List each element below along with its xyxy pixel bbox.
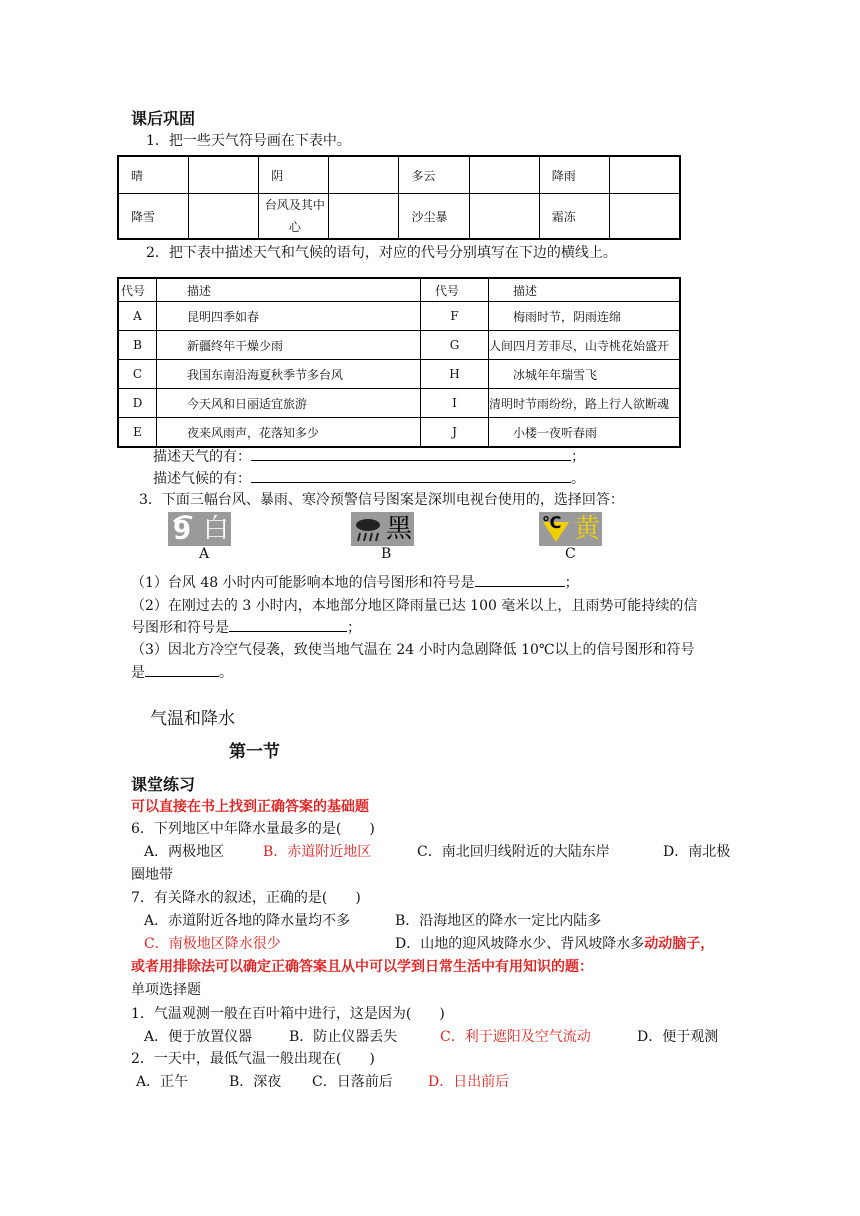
s2-option-d[interactable]: D．日出前后 bbox=[428, 1074, 510, 1090]
typhoon-icon bbox=[168, 512, 202, 546]
cold-icon bbox=[539, 512, 573, 546]
svg-text:9: 9 bbox=[173, 516, 192, 546]
question-7: 7．有关降水的叙述，正确的是( ) bbox=[131, 890, 361, 906]
punctuation: 。 bbox=[219, 665, 233, 681]
table-cell: C bbox=[118, 360, 157, 389]
fill-weather-line bbox=[153, 446, 585, 466]
table-cell[interactable] bbox=[189, 156, 259, 194]
sub-question-2: （2）在刚过去的 3 小时内，本地部分地区降雨量已达 100 毫米以上，且雨势可能持续的信 bbox=[131, 598, 698, 614]
table-cell: 夜来风雨声，花落知多少 bbox=[157, 418, 421, 448]
sub-question-text: 号图形和符号是 bbox=[131, 620, 229, 636]
s1-option-c[interactable]: C．利于遮阳及空气流动 bbox=[440, 1029, 591, 1045]
signal-c bbox=[539, 512, 603, 546]
rainstorm-icon bbox=[351, 512, 385, 546]
answer-blank[interactable] bbox=[475, 572, 565, 587]
punctuation: ； bbox=[564, 575, 579, 591]
chapter-title: 气温和降水 bbox=[150, 709, 235, 729]
table-cell: 霜冻 bbox=[539, 194, 609, 240]
table-cell: 新疆终年干燥少雨 bbox=[157, 331, 421, 360]
table-cell: I bbox=[421, 389, 489, 418]
punctuation: ； bbox=[347, 620, 361, 636]
sub-question-text: 是 bbox=[131, 665, 145, 681]
description-table bbox=[117, 277, 681, 448]
punctuation: ； bbox=[571, 449, 585, 465]
fill-climate-line bbox=[153, 468, 585, 488]
s1-option-b[interactable]: B．防止仪器丢失 bbox=[289, 1029, 398, 1045]
table-cell: 清明时节雨纷纷，路上行人欲断魂 bbox=[489, 389, 681, 418]
hint-basic: 可以直接在书上找到正确答案的基础题 bbox=[131, 799, 369, 815]
hint-thinking-cont: 或者用排除法可以确定正确答案且从中可以学到日常生活中有用知识的题： bbox=[131, 959, 593, 975]
s2-option-b[interactable]: B．深夜 bbox=[229, 1074, 282, 1090]
table-cell[interactable] bbox=[329, 194, 399, 240]
table-cell: A bbox=[118, 302, 157, 331]
table-cell: F bbox=[421, 302, 489, 331]
sub-question-text: （1）台风 48 小时内可能影响本地的信号图形和符号是 bbox=[131, 575, 475, 591]
table-cell: B bbox=[118, 331, 157, 360]
signal-char: 白 bbox=[202, 514, 229, 544]
table-header: 代号 bbox=[118, 278, 157, 302]
weather-symbol-table bbox=[117, 155, 681, 240]
q6-option-b[interactable]: B．赤道附近地区 bbox=[263, 844, 372, 860]
q7-option-d-text: D．山地的迎风坡降水少、背风坡降水多 bbox=[395, 936, 645, 952]
sub-question-3-cont bbox=[131, 662, 233, 682]
table-cell: 今天风和日丽适宜旅游 bbox=[157, 389, 421, 418]
signal-b bbox=[351, 512, 415, 546]
q7-option-c[interactable]: C．南极地区降水很少 bbox=[144, 936, 281, 952]
climate-answer-blank[interactable] bbox=[251, 468, 571, 483]
table-cell: 降雪 bbox=[118, 194, 189, 240]
table-cell[interactable] bbox=[469, 194, 539, 240]
table-cell[interactable] bbox=[469, 156, 539, 194]
table-cell: 阴 bbox=[259, 156, 329, 194]
table-cell: 昆明四季如春 bbox=[157, 302, 421, 331]
s2-option-c[interactable]: C．日落前后 bbox=[312, 1074, 393, 1090]
table-cell: 小楼一夜听春雨 bbox=[489, 418, 681, 448]
table-cell[interactable] bbox=[329, 156, 399, 194]
table-cell: 我国东南沿海夏秋季节多台风 bbox=[157, 360, 421, 389]
table-cell: 人间四月芳菲尽，山寺桃花始盛开 bbox=[489, 331, 681, 360]
punctuation: 。 bbox=[571, 471, 585, 487]
section-title: 课后巩固 bbox=[131, 109, 196, 128]
table-cell: J bbox=[421, 418, 489, 448]
table-cell: 多云 bbox=[399, 156, 469, 194]
answer-blank[interactable] bbox=[229, 617, 347, 632]
sub-question-2-cont bbox=[131, 617, 361, 637]
table-cell[interactable] bbox=[189, 194, 259, 240]
q7-option-d[interactable] bbox=[395, 933, 714, 953]
signal-a bbox=[168, 512, 232, 546]
q6-option-a[interactable]: A．两极地区 bbox=[144, 844, 225, 860]
section-heading: 第一节 bbox=[229, 742, 280, 762]
question-1: 1．把一些天气符号画在下表中。 bbox=[146, 133, 351, 149]
table-cell[interactable] bbox=[609, 194, 680, 240]
q7-option-b[interactable]: B．沿海地区的降水一定比内陆多 bbox=[395, 913, 602, 929]
s2-option-a[interactable]: A．正午 bbox=[136, 1074, 189, 1090]
table-cell: 台风及其中心 bbox=[259, 194, 329, 240]
single-choice-title: 单项选择题 bbox=[131, 982, 201, 998]
signal-label: B bbox=[381, 546, 392, 562]
q7-option-a[interactable]: A．赤道附近各地的降水量均不多 bbox=[144, 913, 351, 929]
weather-answer-blank[interactable] bbox=[251, 446, 571, 461]
table-cell: 梅雨时节，阴雨连绵 bbox=[489, 302, 681, 331]
answer-blank[interactable] bbox=[145, 662, 219, 677]
hint-thinking: 动动脑子， bbox=[644, 936, 715, 952]
signal-label: C bbox=[565, 546, 576, 562]
signal-label: A bbox=[199, 546, 210, 562]
table-cell: 晴 bbox=[118, 156, 189, 194]
table-cell: G bbox=[421, 331, 489, 360]
single-question-1: 1．气温观测一般在百叶箱中进行，这是因为( ) bbox=[131, 1006, 445, 1022]
table-header: 描述 bbox=[157, 278, 421, 302]
signal-char: 黑 bbox=[385, 514, 412, 544]
cold-symbol: ℃ bbox=[542, 513, 562, 532]
q6-option-c[interactable]: C．南北回归线附近的大陆东岸 bbox=[417, 844, 610, 860]
s1-option-d[interactable]: D．便于观测 bbox=[637, 1029, 719, 1045]
sub-question-3: （3）因北方冷空气侵袭，致使当地气温在 24 小时内急剧降低 10℃以上的信号图形和符号 bbox=[131, 642, 695, 658]
fill-climate-label: 描述气候的有： bbox=[153, 471, 251, 487]
question-3: 3．下面三幅台风、暴雨、寒冷预警信号图案是深圳电视台使用的，选择回答： bbox=[139, 492, 624, 508]
table-cell: 冰城年年瑞雪飞 bbox=[489, 360, 681, 389]
question-6: 6．下列地区中年降水量最多的是( ) bbox=[131, 821, 375, 837]
table-header: 描述 bbox=[489, 278, 681, 302]
table-cell: D bbox=[118, 389, 157, 418]
fill-weather-label: 描述天气的有： bbox=[153, 449, 251, 465]
table-cell[interactable] bbox=[609, 156, 680, 194]
table-cell: 降雨 bbox=[539, 156, 609, 194]
single-question-2: 2．一天中，最低气温一般出现在( ) bbox=[131, 1051, 375, 1067]
q6-option-d[interactable]: D．南北极 bbox=[663, 844, 731, 860]
table-cell: H bbox=[421, 360, 489, 389]
question-2: 2．把下表中描述天气和气候的语句，对应的代号分别填写在下边的横线上。 bbox=[146, 245, 617, 261]
table-cell: 沙尘暴 bbox=[399, 194, 469, 240]
table-header: 代号 bbox=[421, 278, 489, 302]
table-cell: E bbox=[118, 418, 157, 448]
practice-title: 课堂练习 bbox=[131, 775, 196, 794]
sub-question-1 bbox=[131, 572, 579, 592]
signal-char: 黄 bbox=[573, 514, 600, 544]
s1-option-a[interactable]: A．便于放置仪器 bbox=[144, 1029, 253, 1045]
q6-option-d-cont: 圈地带 bbox=[131, 867, 173, 883]
